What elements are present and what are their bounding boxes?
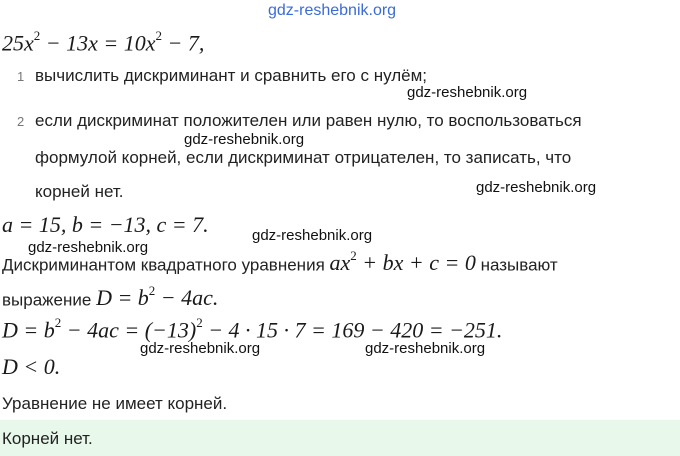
equation-rhs-b: − 7, [162,30,205,56]
coefficients: a = 15, b = −13, c = 7. [2,212,209,237]
step-1-number: 1 [17,69,25,84]
definition-after: называют [475,255,558,275]
definition-line-2 [2,285,218,311]
definition-eq-b: + bx + c = 0 [356,250,476,276]
discriminant-sign: D < 0. [2,354,61,379]
watermark: gdz-reshebnik.org [476,179,597,196]
watermark: gdz-reshebnik.org [184,131,305,148]
calc-b: − 4ac = (−13) [61,317,197,343]
watermark: gdz-reshebnik.org [28,239,149,256]
answer-box [0,420,680,456]
definition-eq-a: ax [329,250,351,276]
discriminant-calculation: $D = b^2 - 4ac = (-13)^2 - 4 \cdot 15 \cdot 7 = 169 - 420 = -251$. [2,315,503,343]
step-2-line-1: если дискриминат положителен или равен нулю, то воспользоваться [35,111,582,130]
definition-formula-a: D = b [96,285,149,311]
definition-line2-text: выражение [2,290,97,310]
definition-line-1 [2,250,558,276]
equation-lhs-a: 25x [2,30,34,56]
step-1-text: вычислить дискриминант и сравнить его с нулём; [35,66,428,85]
step-2-line-3: корней нет. [35,182,124,201]
answer-text: Корней нет. [2,429,93,448]
calc-c: − 4 · 15 · 7 = 169 − 420 = −251. [202,317,503,343]
definition-formula: $D = b^2 - 4ac$. [96,283,219,311]
definition-equation: $ax^2$ + bx + c = 0 [329,248,476,276]
step-2-line-2: формулой корней, если дискриминат отрицателен, то записать, что [35,148,572,167]
calc-a: D = b [2,317,55,343]
step-2-number: 2 [17,114,25,129]
conclusion: Уравнение не имеет корней. [2,394,228,413]
watermark: gdz-reshebnik.org [252,227,373,244]
watermark: gdz-reshebnik.org [365,340,486,357]
definition-formula-b: − 4ac. [155,285,219,311]
equation-lhs-b: − 13x = 10x [40,30,156,56]
watermark: gdz-reshebnik.org [140,340,261,357]
definition-before: Дискриминантом квадратного уравнения [2,255,330,275]
equation: $25x^2 - 13x = 10x^2 - 7$, [2,28,205,56]
watermark: gdz-reshebnik.org [407,84,528,101]
watermark-top: gdz-reshebnik.org [268,2,397,19]
